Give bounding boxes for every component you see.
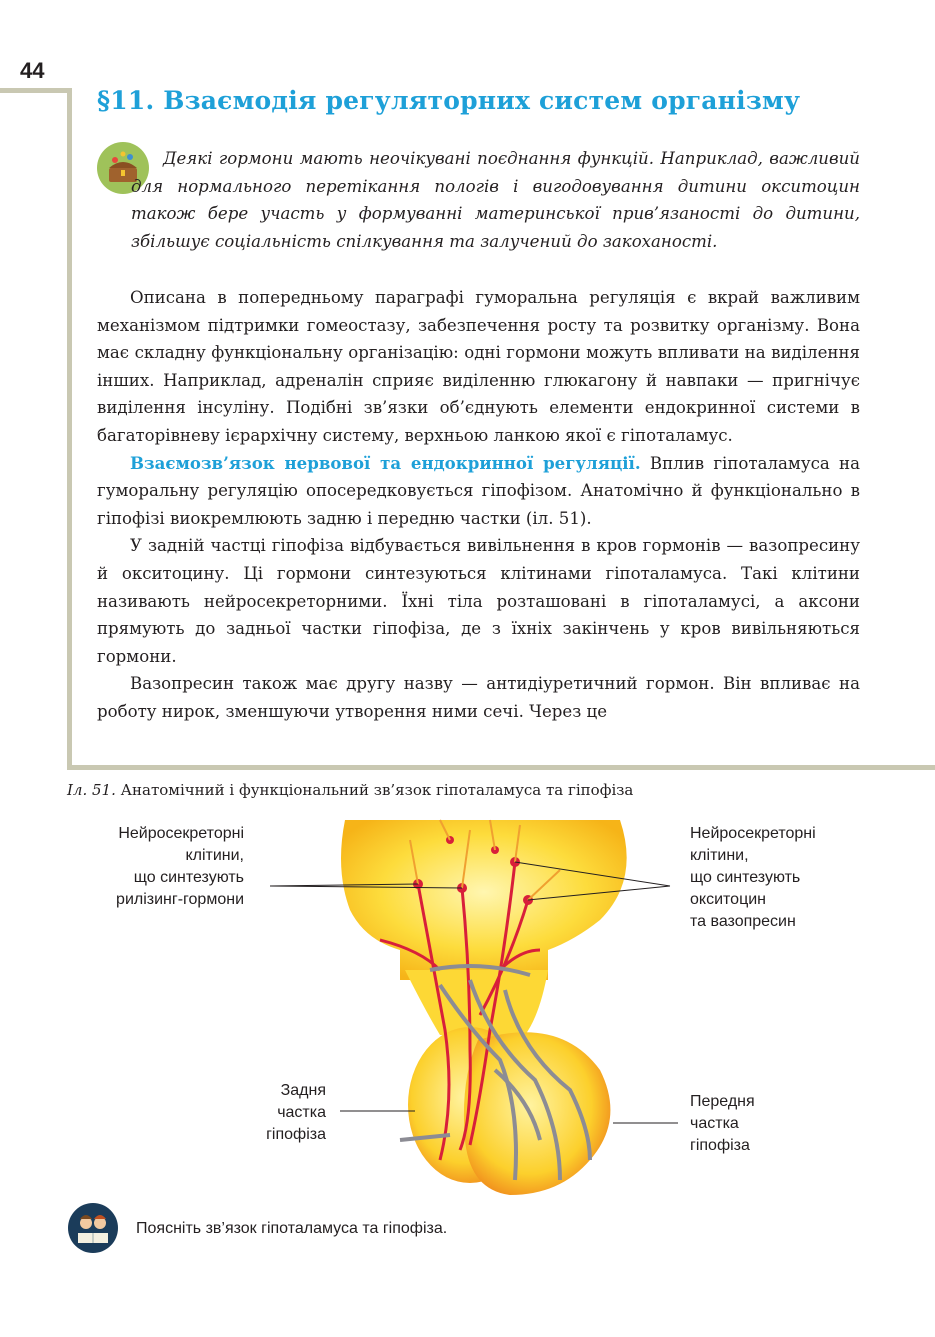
label-anterior-lobe: Передня частка гіпофіза [690, 1093, 755, 1154]
figure-caption-text: Анатомічний і функціональний зв’язок гіпоталамуса та гіпофіза [115, 781, 634, 799]
paragraph-2-text: Вплив гіпоталамуса на гуморальну регуляцію опосередковується гіпофізом. Анатомічно й функціонально в гіпофізі виокремлюють задню і передню частки (іл. 51). [97, 453, 861, 528]
figure-caption [67, 781, 633, 799]
paragraph-3: У задній частці гіпофіза відбувається вивільнення в кров гормонів — вазопресину й окситоцину. Ці гормони синтезуються клітинами гіпоталамуса. Такі клітини називають нейросекреторними. Їхні тіла розташовані в гіпоталамусі, а аксони прямують до задньої частки гіпофіза, де з їхніх закінчень у кров вивільняються гормони. [97, 536, 860, 666]
figure-caption-label: Іл. 51. [67, 781, 116, 799]
paragraph-4: Вазопресин також має другу назву — антидіуретичний гормон. Він впливає на роботу нирок, зменшуючи утворення ними сечі. Через це [97, 674, 860, 721]
frame-left-border [67, 88, 72, 768]
paragraph-1: Описана в попередньому параграфі гуморальна регуляція є вкрай важливим механізмом підтримки гомеостазу, забезпечення росту та розвитку організму. Вона має складну функціональну організацію: одні гормони можуть впливати на виділення інших. Наприклад, адреналін сприяє виділенню глюкагону й навпаки — пригнічує виділення інсуліну. Подібні зв’язки об’єднують елементи ендокринної системи в багаторівневу ієрархічну систему, верхньою ланкою якої є гіпоталамус. [97, 288, 860, 445]
section-title: §11. Взаємодія регуляторних систем організму [97, 86, 801, 115]
students-reading-icon [68, 1203, 118, 1253]
page-number: 44 [20, 58, 45, 83]
intro-text: Деякі гормони мають неочікувані поєднання функцій. Наприклад, важливий для нормального перетікання пологів і вигодовування дитини окситоцин також бере участь у формуванні материнської прив’язаності до дитини, збільшує соціальність спілкування та залучений до закоханості. [131, 149, 860, 251]
paragraph-2 [97, 450, 860, 533]
pituitary-stalk [405, 970, 548, 1035]
frame-bottom-border [67, 765, 935, 770]
label-posterior-lobe: Задня частка гіпофіза [266, 1082, 326, 1143]
frame-top-border [0, 88, 70, 93]
review-question: Поясніть зв’язок гіпоталамуса та гіпофіза. [136, 1220, 448, 1237]
label-releasing-hormone-cells: Нейросекреторні клітини, що синтезують рилізинг-гормони [116, 825, 244, 908]
hypothalamus-tissue [341, 820, 627, 980]
paragraph-2-heading: Взаємозв’язок нервової та ендокринної регуляції. [130, 452, 641, 473]
label-oxytocin-vasopressin-cells: Нейросекреторні клітини, що синтезують окситоцин та вазопресин [690, 825, 816, 930]
body-text [97, 284, 860, 726]
